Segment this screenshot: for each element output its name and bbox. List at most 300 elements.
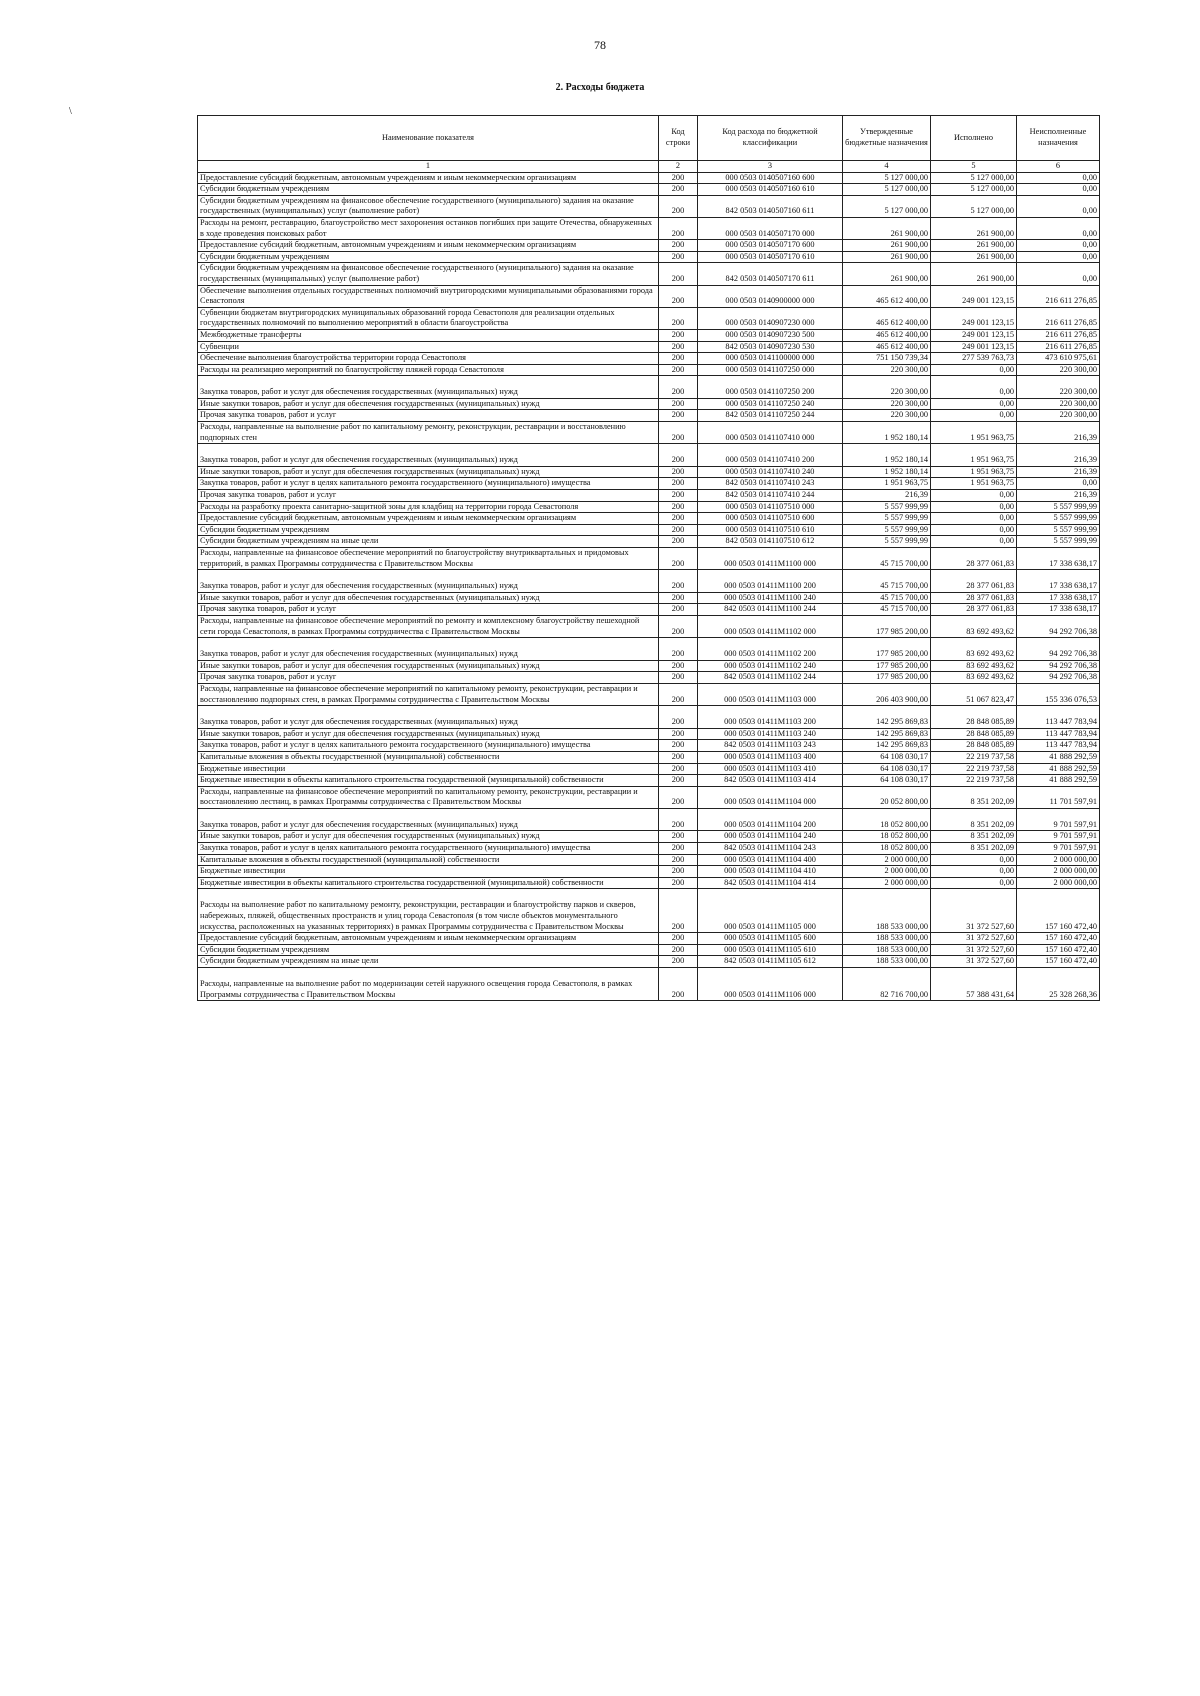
table-row: [198, 422, 1100, 444]
row-budget-code: 000 0503 01411М1105 610: [698, 944, 843, 956]
row-unexecuted: 216 611 276,85: [1017, 329, 1100, 341]
table-row: [198, 740, 1100, 752]
row-unexecuted: 9 701 597,91: [1017, 843, 1100, 855]
row-budget-code: 000 0503 0141107410 000: [698, 422, 843, 444]
row-line-code: 200: [659, 706, 698, 729]
table-row: [198, 195, 1100, 217]
table-row: [198, 444, 1100, 467]
row-line-code: 200: [659, 944, 698, 956]
row-executed: 5 127 000,00: [931, 195, 1017, 217]
row-budget-code: 000 0503 01411М1100 240: [698, 592, 843, 604]
row-budget-code: 000 0503 01411М1102 200: [698, 638, 843, 661]
row-approved: 45 715 700,00: [843, 548, 931, 570]
row-unexecuted: 0,00: [1017, 217, 1100, 239]
column-header-budget-code: Код расхода по бюджетной классификации: [698, 116, 843, 161]
row-name: Закупка товаров, работ и услуг в целях капитального ремонта государственного (муниципального) имущества: [198, 843, 659, 855]
row-budget-code: 000 0503 0140907230 000: [698, 307, 843, 329]
column-number: 5: [931, 161, 1017, 173]
row-unexecuted: 41 888 292,59: [1017, 751, 1100, 763]
row-approved: 20 052 800,00: [843, 786, 931, 808]
row-line-code: 200: [659, 501, 698, 513]
row-unexecuted: 5 557 999,99: [1017, 501, 1100, 513]
row-line-code: 200: [659, 376, 698, 399]
row-executed: 31 372 527,60: [931, 933, 1017, 945]
row-line-code: 200: [659, 263, 698, 285]
row-budget-code: 000 0503 01411М1100 200: [698, 570, 843, 593]
row-executed: 28 377 061,83: [931, 604, 1017, 616]
row-budget-code: 000 0503 01411М1106 000: [698, 968, 843, 1001]
table-row: [198, 184, 1100, 196]
row-executed: 0,00: [931, 398, 1017, 410]
row-line-code: 200: [659, 513, 698, 525]
row-budget-code: 842 0503 01411М1103 243: [698, 740, 843, 752]
row-approved: 188 533 000,00: [843, 956, 931, 968]
row-approved: 751 150 739,34: [843, 353, 931, 365]
row-executed: 83 692 493,62: [931, 615, 1017, 637]
row-line-code: 200: [659, 217, 698, 239]
row-name: Субсидии бюджетным учреждениям на иные цели: [198, 956, 659, 968]
row-name: Субсидии бюджетным учреждениям на иные цели: [198, 536, 659, 548]
table-row: [198, 877, 1100, 889]
row-approved: 177 985 200,00: [843, 615, 931, 637]
row-executed: 28 848 085,89: [931, 740, 1017, 752]
row-name: Иные закупки товаров, работ и услуг для обеспечения государственных (муниципальных) нужд: [198, 592, 659, 604]
table-row: [198, 570, 1100, 593]
row-executed: 28 848 085,89: [931, 706, 1017, 729]
row-unexecuted: 25 328 268,36: [1017, 968, 1100, 1001]
row-executed: 83 692 493,62: [931, 638, 1017, 661]
row-name: Расходы, направленные на финансовое обеспечение мероприятий по капитальному ремонту, реконструкции, реставрации и восстановлению лестниц, в рамках Программы сотрудничества с Правительством Москвы: [198, 786, 659, 808]
table-row: [198, 808, 1100, 831]
row-name: Иные закупки товаров, работ и услуг для обеспечения государственных (муниципальных) нужд: [198, 398, 659, 410]
row-line-code: 200: [659, 548, 698, 570]
row-budget-code: 000 0503 01411М1104 240: [698, 831, 843, 843]
table-row: [198, 524, 1100, 536]
row-unexecuted: 2 000 000,00: [1017, 854, 1100, 866]
row-line-code: 200: [659, 172, 698, 184]
row-budget-code: 842 0503 01411М1100 244: [698, 604, 843, 616]
row-name: Прочая закупка товаров, работ и услуг: [198, 410, 659, 422]
row-budget-code: 842 0503 0140907230 530: [698, 341, 843, 353]
row-name: Закупка товаров, работ и услуг для обеспечения государственных (муниципальных) нужд: [198, 570, 659, 593]
table-row: [198, 263, 1100, 285]
column-number: 6: [1017, 161, 1100, 173]
row-name: Бюджетные инвестиции в объекты капитального строительства государственной (муниципальной) собственности: [198, 775, 659, 787]
table-row: [198, 251, 1100, 263]
row-line-code: 200: [659, 751, 698, 763]
row-executed: 31 372 527,60: [931, 956, 1017, 968]
row-approved: 142 295 869,83: [843, 706, 931, 729]
row-name: Субсидии бюджетным учреждениям: [198, 944, 659, 956]
row-approved: 1 952 180,14: [843, 466, 931, 478]
row-line-code: 200: [659, 184, 698, 196]
row-line-code: 200: [659, 570, 698, 593]
row-unexecuted: 220 300,00: [1017, 376, 1100, 399]
row-line-code: 200: [659, 251, 698, 263]
row-name: Расходы на разработку проекта санитарно-защитной зоны для кладбищ на территории города Севастополя: [198, 501, 659, 513]
row-approved: 465 612 400,00: [843, 341, 931, 353]
row-executed: 0,00: [931, 490, 1017, 502]
row-budget-code: 000 0503 01411М1105 600: [698, 933, 843, 945]
row-executed: 28 848 085,89: [931, 728, 1017, 740]
row-name: Предоставление субсидий бюджетным, автономным учреждениям и иным некоммерческим организациям: [198, 513, 659, 525]
row-budget-code: 842 0503 01411М1103 414: [698, 775, 843, 787]
row-line-code: 200: [659, 341, 698, 353]
row-unexecuted: 11 701 597,91: [1017, 786, 1100, 808]
row-budget-code: 000 0503 01411М1103 240: [698, 728, 843, 740]
table-row: [198, 763, 1100, 775]
row-executed: 1 951 963,75: [931, 422, 1017, 444]
row-budget-code: 000 0503 01411М1103 000: [698, 683, 843, 705]
row-name: Расходы, направленные на выполнение работ по модернизации сетей наружного освещения города Севастополя, в рамках Программы сотрудничества с Правительством Москвы: [198, 968, 659, 1001]
row-executed: 83 692 493,62: [931, 672, 1017, 684]
row-unexecuted: 17 338 638,17: [1017, 592, 1100, 604]
table-row: [198, 513, 1100, 525]
row-executed: 8 351 202,09: [931, 786, 1017, 808]
row-line-code: 200: [659, 195, 698, 217]
row-line-code: 200: [659, 466, 698, 478]
table-row: [198, 398, 1100, 410]
row-unexecuted: 0,00: [1017, 263, 1100, 285]
row-unexecuted: 216 611 276,85: [1017, 285, 1100, 307]
row-executed: 5 127 000,00: [931, 184, 1017, 196]
row-budget-code: 842 0503 0140507160 611: [698, 195, 843, 217]
row-executed: 0,00: [931, 376, 1017, 399]
column-header-name: Наименование показателя: [198, 116, 659, 161]
row-line-code: 200: [659, 592, 698, 604]
row-executed: 261 900,00: [931, 217, 1017, 239]
row-budget-code: 000 0503 01411М1105 000: [698, 889, 843, 933]
row-executed: 51 067 823,47: [931, 683, 1017, 705]
row-line-code: 200: [659, 968, 698, 1001]
row-name: Иные закупки товаров, работ и услуг для обеспечения государственных (муниципальных) нужд: [198, 466, 659, 478]
table-row: [198, 638, 1100, 661]
row-executed: 0,00: [931, 854, 1017, 866]
row-budget-code: 000 0503 0140507170 610: [698, 251, 843, 263]
table-header-row: [198, 116, 1100, 161]
table-row: [198, 775, 1100, 787]
table-row: [198, 672, 1100, 684]
table-row: [198, 376, 1100, 399]
row-unexecuted: 94 292 706,38: [1017, 638, 1100, 661]
row-approved: 177 985 200,00: [843, 660, 931, 672]
table-row: [198, 751, 1100, 763]
row-executed: 249 001 123,15: [931, 307, 1017, 329]
row-approved: 18 052 800,00: [843, 808, 931, 831]
table-row: [198, 843, 1100, 855]
row-line-code: 200: [659, 889, 698, 933]
table-body: [198, 172, 1100, 1001]
table-row: [198, 866, 1100, 878]
row-approved: 64 108 030,17: [843, 751, 931, 763]
row-executed: 0,00: [931, 513, 1017, 525]
row-budget-code: 000 0503 01411М1103 400: [698, 751, 843, 763]
row-unexecuted: 473 610 975,61: [1017, 353, 1100, 365]
row-approved: 18 052 800,00: [843, 843, 931, 855]
row-executed: 277 539 763,73: [931, 353, 1017, 365]
row-executed: 28 377 061,83: [931, 548, 1017, 570]
row-name: Прочая закупка товаров, работ и услуг: [198, 490, 659, 502]
row-line-code: 200: [659, 444, 698, 467]
row-unexecuted: 220 300,00: [1017, 398, 1100, 410]
row-approved: 216,39: [843, 490, 931, 502]
table-row: [198, 968, 1100, 1001]
row-unexecuted: 0,00: [1017, 251, 1100, 263]
row-budget-code: 000 0503 01411М1104 200: [698, 808, 843, 831]
row-name: Субсидии бюджетным учреждениям на финансовое обеспечение государственного (муниципального) задания на оказание государственных (муниципальных) услуг (выполнение работ): [198, 263, 659, 285]
row-executed: 22 219 737,58: [931, 763, 1017, 775]
row-budget-code: 842 0503 0140507170 611: [698, 263, 843, 285]
row-executed: 1 951 963,75: [931, 478, 1017, 490]
row-name: Закупка товаров, работ и услуг в целях капитального ремонта государственного (муниципального) имущества: [198, 478, 659, 490]
row-budget-code: 000 0503 0140507170 600: [698, 240, 843, 252]
row-approved: 2 000 000,00: [843, 854, 931, 866]
row-unexecuted: 157 160 472,40: [1017, 889, 1100, 933]
row-name: Расходы, направленные на финансовое обеспечение мероприятий по благоустройству внутриквартальных и придомовых территорий, в рамках Программы сотрудничества с Правительством Москвы: [198, 548, 659, 570]
row-name: Расходы, направленные на финансовое обеспечение мероприятий по ремонту и комплексному благоустройству пешеходной сети города Севастополя, в рамках Программы сотрудничества с Правительством Москвы: [198, 615, 659, 637]
row-unexecuted: 216,39: [1017, 444, 1100, 467]
row-approved: 18 052 800,00: [843, 831, 931, 843]
column-header-unexecuted: Неисполненные назначения: [1017, 116, 1100, 161]
row-approved: 261 900,00: [843, 263, 931, 285]
row-executed: 1 951 963,75: [931, 466, 1017, 478]
table-row: [198, 615, 1100, 637]
row-name: Закупка товаров, работ и услуг в целях капитального ремонта государственного (муниципального) имущества: [198, 740, 659, 752]
row-unexecuted: 113 447 783,94: [1017, 728, 1100, 740]
table-row: [198, 353, 1100, 365]
row-unexecuted: 0,00: [1017, 172, 1100, 184]
row-line-code: 200: [659, 956, 698, 968]
row-line-code: 200: [659, 364, 698, 376]
row-executed: 22 219 737,58: [931, 751, 1017, 763]
column-number: 3: [698, 161, 843, 173]
table-row: [198, 285, 1100, 307]
row-approved: 465 612 400,00: [843, 307, 931, 329]
row-unexecuted: 157 160 472,40: [1017, 933, 1100, 945]
table-row: [198, 831, 1100, 843]
row-name: Иные закупки товаров, работ и услуг для обеспечения государственных (муниципальных) нужд: [198, 831, 659, 843]
table-row: [198, 341, 1100, 353]
row-name: Прочая закупка товаров, работ и услуг: [198, 672, 659, 684]
table-row: [198, 786, 1100, 808]
row-unexecuted: 9 701 597,91: [1017, 808, 1100, 831]
row-line-code: 200: [659, 775, 698, 787]
table-row: [198, 956, 1100, 968]
row-budget-code: 000 0503 0140507160 600: [698, 172, 843, 184]
row-budget-code: 000 0503 01411М1102 240: [698, 660, 843, 672]
row-name: Субсидии бюджетным учреждениям на финансовое обеспечение государственного (муниципального) задания на оказание государственных (муниципальных) услуг (выполнение работ): [198, 195, 659, 217]
row-budget-code: 000 0503 01411М1103 200: [698, 706, 843, 729]
row-unexecuted: 155 336 076,53: [1017, 683, 1100, 705]
column-number: 2: [659, 161, 698, 173]
table-row: [198, 683, 1100, 705]
row-budget-code: 000 0503 01411М1104 400: [698, 854, 843, 866]
row-budget-code: 000 0503 0140900000 000: [698, 285, 843, 307]
row-executed: 0,00: [931, 866, 1017, 878]
row-name: Субвенции: [198, 341, 659, 353]
row-approved: 465 612 400,00: [843, 285, 931, 307]
row-approved: 220 300,00: [843, 410, 931, 422]
row-budget-code: 842 0503 01411М1104 243: [698, 843, 843, 855]
row-executed: 31 372 527,60: [931, 889, 1017, 933]
row-executed: 261 900,00: [931, 263, 1017, 285]
row-executed: 28 377 061,83: [931, 570, 1017, 593]
row-line-code: 200: [659, 740, 698, 752]
row-budget-code: 000 0503 0140907230 500: [698, 329, 843, 341]
row-unexecuted: 220 300,00: [1017, 410, 1100, 422]
row-unexecuted: 216,39: [1017, 490, 1100, 502]
row-name: Обеспечение выполнения отдельных государственных полномочий внутригородскими муниципальными образованиями города Севастополя: [198, 285, 659, 307]
row-name: Субсидии бюджетным учреждениям: [198, 524, 659, 536]
row-approved: 220 300,00: [843, 364, 931, 376]
row-executed: 0,00: [931, 364, 1017, 376]
row-budget-code: 000 0503 0140507160 610: [698, 184, 843, 196]
table-row: [198, 706, 1100, 729]
row-line-code: 200: [659, 422, 698, 444]
table-row: [198, 307, 1100, 329]
row-executed: 8 351 202,09: [931, 808, 1017, 831]
row-name: Бюджетные инвестиции: [198, 763, 659, 775]
row-approved: 206 403 900,00: [843, 683, 931, 705]
row-budget-code: 000 0503 01411М1104 000: [698, 786, 843, 808]
row-line-code: 200: [659, 604, 698, 616]
row-approved: 188 533 000,00: [843, 944, 931, 956]
row-name: Бюджетные инвестиции в объекты капитального строительства государственной (муниципальной) собственности: [198, 877, 659, 889]
row-budget-code: 000 0503 01411М1104 410: [698, 866, 843, 878]
row-budget-code: 000 0503 0141107510 000: [698, 501, 843, 513]
row-approved: 5 557 999,99: [843, 524, 931, 536]
row-budget-code: 000 0503 01411М1100 000: [698, 548, 843, 570]
row-approved: 5 557 999,99: [843, 536, 931, 548]
row-name: Капитальные вложения в объекты государственной (муниципальной) собственности: [198, 854, 659, 866]
section-title: 2. Расходы бюджета: [555, 82, 645, 93]
table-row: [198, 410, 1100, 422]
row-executed: 261 900,00: [931, 251, 1017, 263]
row-executed: 249 001 123,15: [931, 341, 1017, 353]
row-name: Прочая закупка товаров, работ и услуг: [198, 604, 659, 616]
row-unexecuted: 2 000 000,00: [1017, 866, 1100, 878]
row-name: Расходы на реализацию мероприятий по благоустройству пляжей города Севастополя: [198, 364, 659, 376]
row-approved: 1 952 180,14: [843, 444, 931, 467]
table-row: [198, 329, 1100, 341]
row-budget-code: 000 0503 0141107410 200: [698, 444, 843, 467]
row-line-code: 200: [659, 240, 698, 252]
row-unexecuted: 220 300,00: [1017, 364, 1100, 376]
row-approved: 5 127 000,00: [843, 184, 931, 196]
table-row: [198, 501, 1100, 513]
row-approved: 5 557 999,99: [843, 513, 931, 525]
row-line-code: 200: [659, 329, 698, 341]
row-unexecuted: 216 611 276,85: [1017, 307, 1100, 329]
table-row: [198, 889, 1100, 933]
row-name: Предоставление субсидий бюджетным, автономным учреждениям и иным некоммерческим организациям: [198, 240, 659, 252]
row-unexecuted: 113 447 783,94: [1017, 740, 1100, 752]
row-approved: 177 985 200,00: [843, 672, 931, 684]
row-executed: 0,00: [931, 536, 1017, 548]
table-row: [198, 478, 1100, 490]
row-approved: 261 900,00: [843, 240, 931, 252]
table-row: [198, 660, 1100, 672]
row-line-code: 200: [659, 638, 698, 661]
row-budget-code: 842 0503 0141107250 244: [698, 410, 843, 422]
row-approved: 82 716 700,00: [843, 968, 931, 1001]
budget-expenses-table: [197, 115, 1100, 1001]
row-line-code: 200: [659, 877, 698, 889]
row-line-code: 200: [659, 831, 698, 843]
row-line-code: 200: [659, 843, 698, 855]
row-approved: 220 300,00: [843, 398, 931, 410]
row-unexecuted: 216,39: [1017, 466, 1100, 478]
row-name: Закупка товаров, работ и услуг для обеспечения государственных (муниципальных) нужд: [198, 706, 659, 729]
row-name: Предоставление субсидий бюджетным, автономным учреждениям и иным некоммерческим организациям: [198, 172, 659, 184]
row-line-code: 200: [659, 808, 698, 831]
row-line-code: 200: [659, 490, 698, 502]
row-approved: 188 533 000,00: [843, 933, 931, 945]
row-line-code: 200: [659, 786, 698, 808]
table-row: [198, 933, 1100, 945]
row-approved: 261 900,00: [843, 217, 931, 239]
row-approved: 64 108 030,17: [843, 775, 931, 787]
row-approved: 45 715 700,00: [843, 570, 931, 593]
row-budget-code: 000 0503 0141107510 610: [698, 524, 843, 536]
row-executed: 0,00: [931, 877, 1017, 889]
row-approved: 1 951 963,75: [843, 478, 931, 490]
row-name: Закупка товаров, работ и услуг для обеспечения государственных (муниципальных) нужд: [198, 808, 659, 831]
row-unexecuted: 17 338 638,17: [1017, 548, 1100, 570]
row-name: Закупка товаров, работ и услуг для обеспечения государственных (муниципальных) нужд: [198, 638, 659, 661]
row-name: Предоставление субсидий бюджетным, автономным учреждениям и иным некоммерческим организациям: [198, 933, 659, 945]
table-row: [198, 536, 1100, 548]
row-executed: 5 127 000,00: [931, 172, 1017, 184]
margin-mark: \: [69, 106, 72, 117]
row-budget-code: 000 0503 0141107510 600: [698, 513, 843, 525]
table-row: [198, 466, 1100, 478]
row-line-code: 200: [659, 683, 698, 705]
row-name: Расходы, направленные на выполнение работ по капитальному ремонту, реконструкции, реставрации и восстановлению подпорных стен: [198, 422, 659, 444]
row-name: Субвенции бюджетам внутригородских муниципальных образований города Севастополя для реализации отдельных государственных полномочий по выполнению мероприятий в области благоустройства: [198, 307, 659, 329]
row-line-code: 200: [659, 524, 698, 536]
row-budget-code: 000 0503 0140507170 000: [698, 217, 843, 239]
row-budget-code: 842 0503 01411М1104 414: [698, 877, 843, 889]
table-row: [198, 217, 1100, 239]
page-number: 78: [594, 38, 606, 52]
column-header-approved: Утвержденные бюджетные назначения: [843, 116, 931, 161]
row-budget-code: 000 0503 01411М1103 410: [698, 763, 843, 775]
row-budget-code: 000 0503 0141100000 000: [698, 353, 843, 365]
row-unexecuted: 9 701 597,91: [1017, 831, 1100, 843]
row-approved: 220 300,00: [843, 376, 931, 399]
row-unexecuted: 5 557 999,99: [1017, 513, 1100, 525]
row-approved: 188 533 000,00: [843, 889, 931, 933]
row-line-code: 200: [659, 763, 698, 775]
row-line-code: 200: [659, 660, 698, 672]
row-line-code: 200: [659, 307, 698, 329]
row-name: Расходы на ремонт, реставрацию, благоустройство мест захоронения останков погибших при защите Отечества, обнаруженных в ходе проведения поисковых работ: [198, 217, 659, 239]
row-unexecuted: 0,00: [1017, 478, 1100, 490]
row-approved: 142 295 869,83: [843, 740, 931, 752]
column-header-line-code: Код строки: [659, 116, 698, 161]
row-budget-code: 842 0503 0141107510 612: [698, 536, 843, 548]
row-name: Субсидии бюджетным учреждениям: [198, 184, 659, 196]
row-line-code: 200: [659, 536, 698, 548]
row-budget-code: 000 0503 0141107250 200: [698, 376, 843, 399]
row-executed: 28 377 061,83: [931, 592, 1017, 604]
row-executed: 0,00: [931, 524, 1017, 536]
row-unexecuted: 94 292 706,38: [1017, 672, 1100, 684]
row-executed: 8 351 202,09: [931, 843, 1017, 855]
row-unexecuted: 216 611 276,85: [1017, 341, 1100, 353]
row-approved: 142 295 869,83: [843, 728, 931, 740]
